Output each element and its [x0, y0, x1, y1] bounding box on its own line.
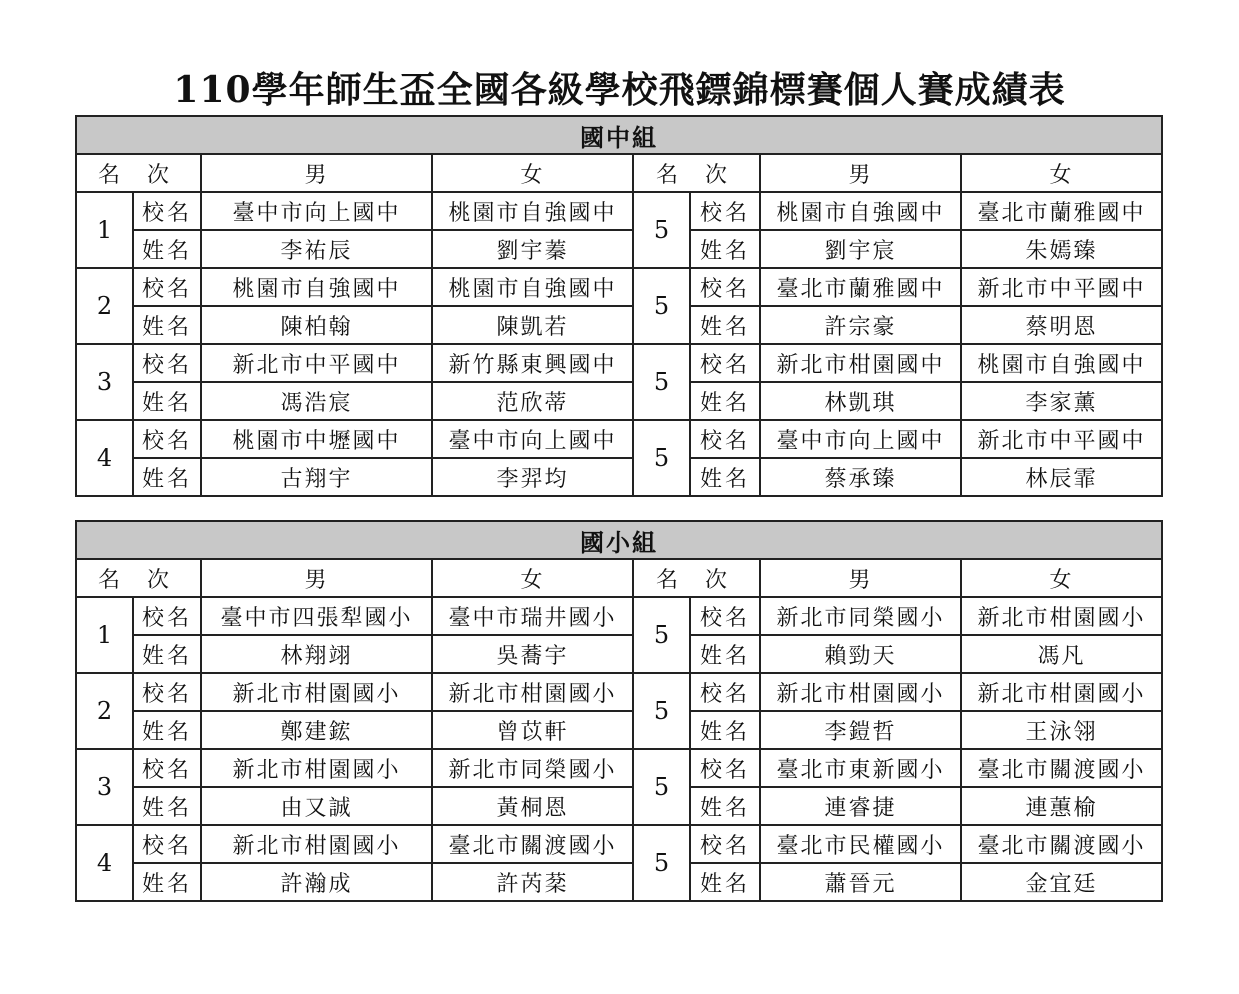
male-header-left: 男	[201, 154, 432, 192]
male-school-left: 新北市中平國中	[201, 344, 432, 382]
male-school-right: 新北市同榮國小	[760, 597, 961, 635]
page-title: 110學年師生盃全國各級學校飛鏢錦標賽個人賽成績表	[173, 69, 1066, 111]
rank-right: 5	[633, 420, 690, 496]
female-name-right: 朱嫣臻	[961, 230, 1162, 268]
male-school-right: 桃園市自強國中	[760, 192, 961, 230]
rank-header-left: 名 次	[76, 559, 201, 597]
name-label: 姓名	[690, 635, 760, 673]
female-name-left: 范欣蒂	[432, 382, 633, 420]
male-name-left: 由又誠	[201, 787, 432, 825]
school-label: 校名	[690, 597, 760, 635]
name-label: 姓名	[133, 863, 201, 901]
table-row	[76, 711, 1162, 749]
female-school-left: 桃園市自強國中	[432, 268, 633, 306]
female-name-left: 曾苡軒	[432, 711, 633, 749]
female-school-right: 新北市柑園國小	[961, 597, 1162, 635]
group-label: 國中組	[76, 116, 1162, 154]
name-label: 姓名	[133, 711, 201, 749]
female-school-right: 新北市中平國中	[961, 268, 1162, 306]
table-row	[76, 787, 1162, 825]
male-name-left: 古翔宇	[201, 458, 432, 496]
female-school-right: 臺北市關渡國小	[961, 749, 1162, 787]
name-label: 姓名	[133, 635, 201, 673]
rank-left: 2	[76, 673, 133, 749]
rank-left: 2	[76, 268, 133, 344]
table-row	[76, 192, 1162, 230]
male-school-right: 臺北市民權國小	[760, 825, 961, 863]
male-school-right: 臺中市向上國中	[760, 420, 961, 458]
table-row	[76, 268, 1162, 306]
school-label: 校名	[133, 749, 201, 787]
name-label: 姓名	[133, 230, 201, 268]
table-row	[76, 420, 1162, 458]
table-row	[76, 635, 1162, 673]
male-header-right: 男	[760, 559, 961, 597]
rank-right: 5	[633, 673, 690, 749]
female-name-left: 許芮棻	[432, 863, 633, 901]
male-school-left: 桃園市中壢國中	[201, 420, 432, 458]
male-school-left: 臺中市四張犁國小	[201, 597, 432, 635]
group-label: 國小組	[76, 521, 1162, 559]
name-label: 姓名	[133, 458, 201, 496]
female-school-right: 新北市柑園國小	[961, 673, 1162, 711]
rank-right: 5	[633, 825, 690, 901]
male-name-right: 蔡承臻	[760, 458, 961, 496]
rank-header-left: 名 次	[76, 154, 201, 192]
name-label: 姓名	[690, 458, 760, 496]
female-name-right: 李家薰	[961, 382, 1162, 420]
school-label: 校名	[690, 420, 760, 458]
male-name-right: 賴勁天	[760, 635, 961, 673]
male-school-left: 桃園市自強國中	[201, 268, 432, 306]
male-name-left: 馮浩宸	[201, 382, 432, 420]
school-label: 校名	[133, 420, 201, 458]
rank-right: 5	[633, 268, 690, 344]
female-school-left: 臺中市向上國中	[432, 420, 633, 458]
male-name-right: 蕭晉元	[760, 863, 961, 901]
rank-right: 5	[633, 192, 690, 268]
name-label: 姓名	[690, 863, 760, 901]
name-label: 姓名	[690, 711, 760, 749]
column-header-row	[76, 559, 1162, 597]
school-label: 校名	[690, 749, 760, 787]
male-name-left: 鄭建鋐	[201, 711, 432, 749]
female-school-left: 臺北市關渡國小	[432, 825, 633, 863]
school-label: 校名	[690, 825, 760, 863]
female-name-right: 蔡明恩	[961, 306, 1162, 344]
male-school-left: 新北市柑園國小	[201, 673, 432, 711]
name-label: 姓名	[690, 382, 760, 420]
male-header-left: 男	[201, 559, 432, 597]
table-row	[76, 382, 1162, 420]
female-school-left: 臺中市瑞井國小	[432, 597, 633, 635]
female-name-left: 李羿均	[432, 458, 633, 496]
rank-right: 5	[633, 749, 690, 825]
name-label: 姓名	[133, 306, 201, 344]
table-row	[76, 673, 1162, 711]
female-school-right: 新北市中平國中	[961, 420, 1162, 458]
male-name-left: 許瀚成	[201, 863, 432, 901]
rank-header-right: 名 次	[633, 154, 760, 192]
table-row	[76, 749, 1162, 787]
female-school-left: 桃園市自強國中	[432, 192, 633, 230]
female-school-right: 臺北市蘭雅國中	[961, 192, 1162, 230]
male-name-left: 林翔翊	[201, 635, 432, 673]
female-name-left: 黃桐恩	[432, 787, 633, 825]
name-label: 姓名	[133, 787, 201, 825]
male-school-right: 臺北市蘭雅國中	[760, 268, 961, 306]
female-name-left: 吳蕎宇	[432, 635, 633, 673]
name-label: 姓名	[133, 382, 201, 420]
table-row	[76, 306, 1162, 344]
rank-left: 1	[76, 597, 133, 673]
rank-left: 3	[76, 344, 133, 420]
male-school-left: 臺中市向上國中	[201, 192, 432, 230]
school-label: 校名	[690, 268, 760, 306]
school-label: 校名	[133, 597, 201, 635]
group-band-row	[76, 116, 1162, 154]
female-school-left: 新北市同榮國小	[432, 749, 633, 787]
school-label: 校名	[133, 268, 201, 306]
name-label: 姓名	[690, 787, 760, 825]
rank-right: 5	[633, 597, 690, 673]
school-label: 校名	[690, 344, 760, 382]
table-row	[76, 458, 1162, 496]
male-school-right: 新北市柑園國小	[760, 673, 961, 711]
female-name-right: 林辰霏	[961, 458, 1162, 496]
female-name-right: 金宜廷	[961, 863, 1162, 901]
school-label: 校名	[133, 192, 201, 230]
school-label: 校名	[133, 673, 201, 711]
female-name-right: 馮凡	[961, 635, 1162, 673]
male-name-right: 許宗豪	[760, 306, 961, 344]
female-name-left: 陳凱若	[432, 306, 633, 344]
female-name-right: 王泳翎	[961, 711, 1162, 749]
school-label: 校名	[133, 825, 201, 863]
female-name-left: 劉宇蓁	[432, 230, 633, 268]
rank-left: 4	[76, 420, 133, 496]
female-header-right: 女	[961, 559, 1162, 597]
male-header-right: 男	[760, 154, 961, 192]
male-name-right: 連睿捷	[760, 787, 961, 825]
table-row	[76, 230, 1162, 268]
name-label: 姓名	[690, 230, 760, 268]
school-label: 校名	[133, 344, 201, 382]
rank-right: 5	[633, 344, 690, 420]
male-name-right: 劉宇宸	[760, 230, 961, 268]
male-name-right: 林凱琪	[760, 382, 961, 420]
rank-left: 1	[76, 192, 133, 268]
table-row	[76, 863, 1162, 901]
rank-left: 3	[76, 749, 133, 825]
female-header-right: 女	[961, 154, 1162, 192]
school-label: 校名	[690, 192, 760, 230]
female-school-left: 新竹縣東興國中	[432, 344, 633, 382]
junior-high-results-table	[75, 115, 1163, 497]
female-school-right: 臺北市關渡國小	[961, 825, 1162, 863]
male-name-left: 陳柏翰	[201, 306, 432, 344]
female-school-right: 桃園市自強國中	[961, 344, 1162, 382]
school-label: 校名	[690, 673, 760, 711]
male-school-left: 新北市柑園國小	[201, 749, 432, 787]
male-name-right: 李鎧哲	[760, 711, 961, 749]
male-school-right: 臺北市東新國小	[760, 749, 961, 787]
female-school-left: 新北市柑園國小	[432, 673, 633, 711]
rank-header-right: 名 次	[633, 559, 760, 597]
name-label: 姓名	[690, 306, 760, 344]
rank-left: 4	[76, 825, 133, 901]
table-row	[76, 344, 1162, 382]
column-header-row	[76, 154, 1162, 192]
table-row	[76, 597, 1162, 635]
elementary-results-table	[75, 520, 1163, 902]
table-row	[76, 825, 1162, 863]
female-name-right: 連蕙榆	[961, 787, 1162, 825]
male-school-left: 新北市柑園國小	[201, 825, 432, 863]
male-school-right: 新北市柑園國中	[760, 344, 961, 382]
female-header-left: 女	[432, 154, 633, 192]
female-header-left: 女	[432, 559, 633, 597]
group-band-row	[76, 521, 1162, 559]
male-name-left: 李祐辰	[201, 230, 432, 268]
